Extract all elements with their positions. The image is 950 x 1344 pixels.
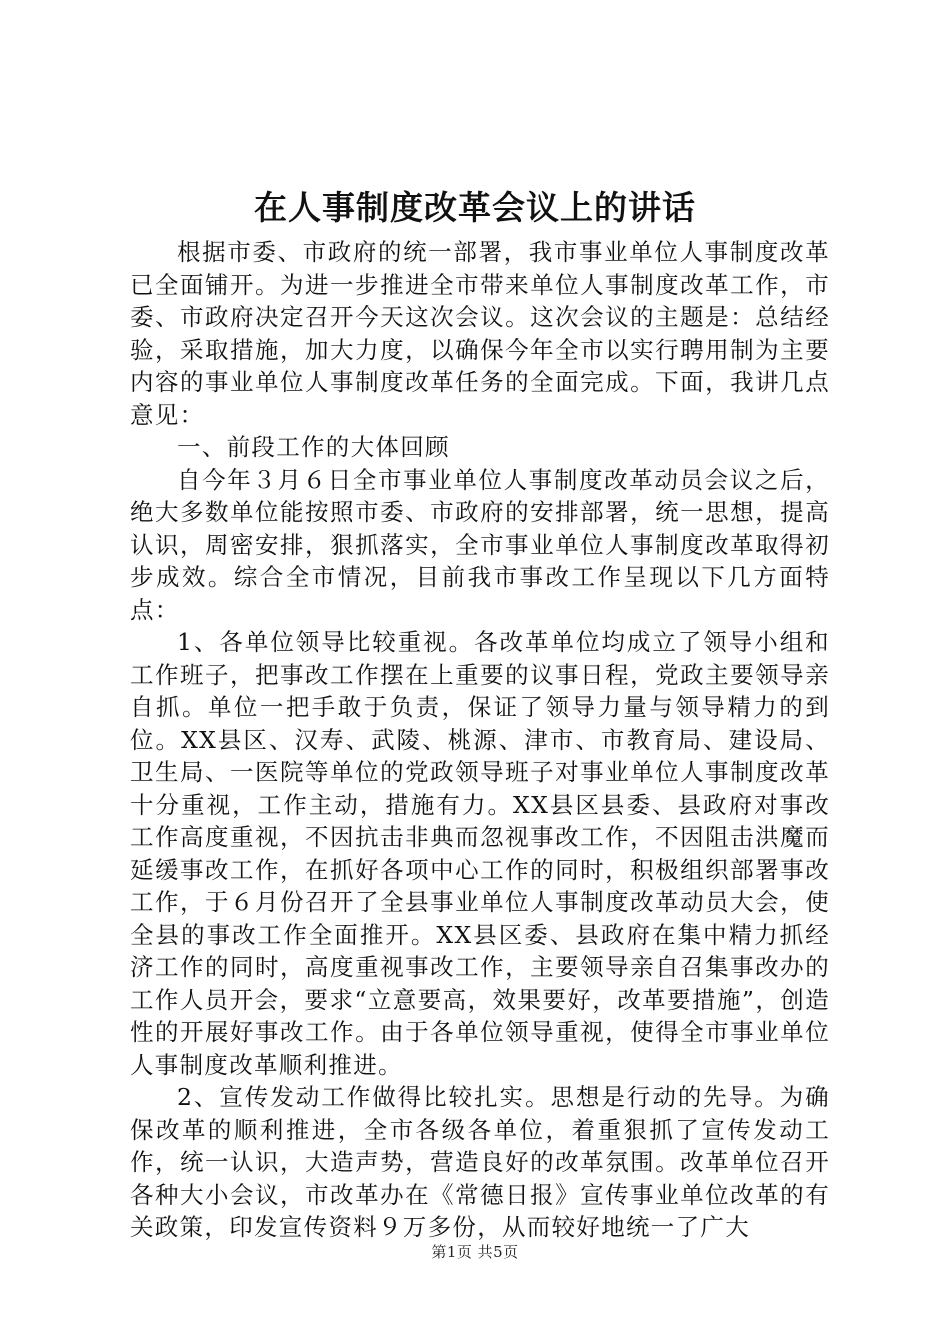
paragraph-point-1: 1、各单位领导比较重视。各改革单位均成立了领导小组和工作班子，把事改工作摆在上重要的议事日程，党政主要领导亲自抓。单位一把手敢于负责，保证了领导力量与领导精力的到位。XX县区、汉寿、武陵、桃源、津市、市教育局、建设局、卫生局、一医院等单位的党政领导班子对事业单位人事制度改革十分重视，工作主动，措施有力。XX县区县委、县政府对事改工作高度重视，不因抗击非典而忽视事改工作，不因阻击洪魔而延缓事改工作，在抓好各项中心工作的同时，积极组织部署事改工作，于６月份召开了全县事业单位人事制度改革动员大会，使全县的事改工作全面推开。XX县区委、县政府在集中精力抓经济工作的同时，高度重视事改工作，主要领导亲自召集事改办的工作人员开会，要求“立意要高，效果要好，改革要措施”，创造性的开展好事改工作。由于各单位领导重视，使得全市事业单位人事制度改革顺利推进。 — [130, 628, 830, 1079]
paragraph-review: 自今年３月６日全市事业单位人事制度改革动员会议之后，绝大多数单位能按照市委、市政府的安排部署，统一思想，提高认识，周密安排，狠抓落实，全市事业单位人事制度改革取得初步成效。综合全市情况，目前我市事改工作呈现以下几方面特点： — [130, 465, 830, 624]
paragraph-intro: 根据市委、市政府的统一部署，我市事业单位人事制度改革已全面铺开。为进一步推进全市带来单位人事制度改革工作，市委、市政府决定召开今天这次会议。这次会议的主题是：总结经验，采取措施，加大力度，以确保今年全市以实行聘用制为主要内容的事业单位人事制度改革任务的全面完成。下面，我讲几点意见： — [130, 238, 830, 429]
page-number-footer: 第1页 共5页 — [431, 1243, 519, 1261]
document-body — [130, 236, 830, 1244]
paragraph-point-2: 2、宣传发动工作做得比较扎实。思想是行动的先导。为确保改革的顺利推进，全市各级各单位，着重狠抓了宣传发动工作，统一认识，大造声势，营造良好的改革氛围。改革单位召开各种大小会议，市改革办在《常德日报》宣传事业单位改革的有关政策，印发宣传资料９万多份，从而较好地统一了广大 — [130, 1083, 830, 1241]
section-heading: 一、前段工作的大体回顾 — [177, 433, 450, 461]
document-title: 在人事制度改革会议上的讲话 — [254, 188, 696, 227]
